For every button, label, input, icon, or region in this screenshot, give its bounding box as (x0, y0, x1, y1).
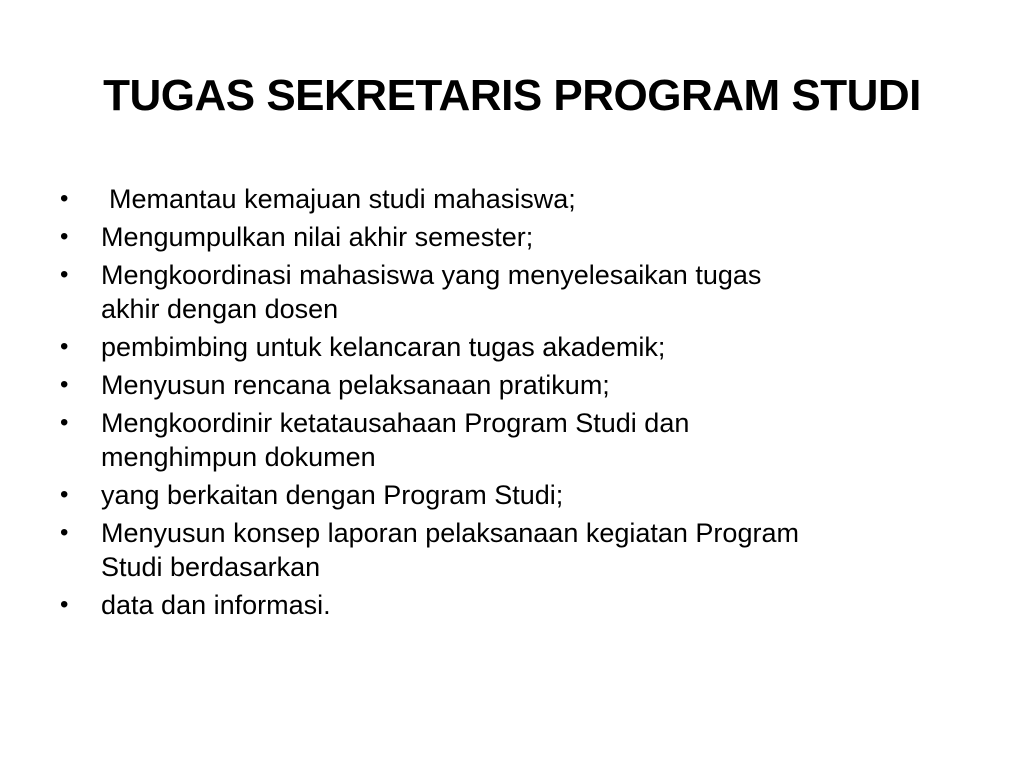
bullet-icon: • (60, 261, 69, 288)
list-item (60, 182, 960, 216)
bullet-icon: • (60, 591, 69, 618)
bullet-icon: • (60, 333, 69, 360)
bullet-icon: • (60, 519, 69, 546)
list-item (60, 478, 960, 512)
list-item-text: Menyusun rencana pelaksanaan pratikum; (101, 370, 610, 400)
list-item-text: Memantau kemajuan studi mahasiswa; (109, 184, 576, 214)
bullet-icon: • (60, 481, 69, 508)
list-item (60, 368, 960, 402)
list-item-text: Mengkoordinir ketatausahaan Program Studi dan menghimpun dokumen (101, 408, 690, 472)
list-item (60, 516, 960, 584)
bullet-icon: • (60, 371, 69, 398)
list-item (60, 258, 960, 326)
list-item (60, 588, 960, 622)
list-item-text: Mengumpulkan nilai akhir semester; (101, 222, 534, 252)
list-item-text: yang berkaitan dengan Program Studi; (101, 480, 564, 510)
list-item (60, 406, 960, 474)
list-item (60, 220, 960, 254)
bullet-icon: • (60, 223, 69, 250)
bullet-icon: • (60, 409, 69, 436)
list-item-text: data dan informasi. (101, 590, 331, 620)
list-item-text: pembimbing untuk kelancaran tugas akademik; (101, 332, 666, 362)
bullet-icon: • (60, 185, 69, 212)
list-item (60, 330, 960, 364)
list-item-text: Menyusun konsep laporan pelaksanaan kegiatan Program Studi berdasarkan (101, 518, 799, 582)
bullet-list (60, 182, 960, 626)
slide-title: TUGAS SEKRETARIS PROGRAM STUDI (103, 71, 921, 120)
list-item-text: Mengkoordinasi mahasiswa yang menyelesaikan tugas akhir dengan dosen (101, 260, 762, 324)
